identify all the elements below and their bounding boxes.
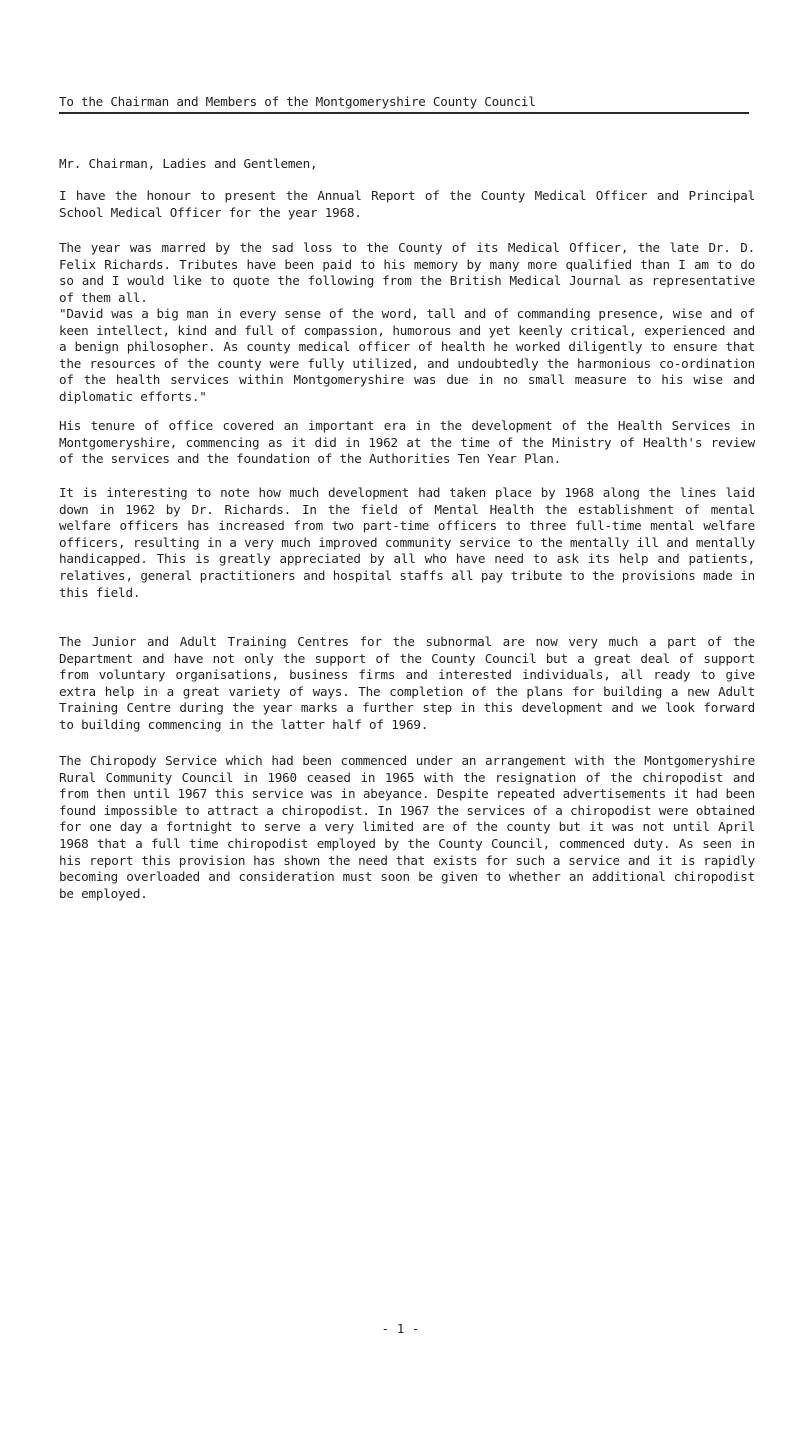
paragraph-tenure: His tenure of office covered an important era in the development of the Health Services in Montgomeryshire, commencing as it did in 1962 at the time of the Ministry of Health's review of the services and the foundation of the Authorities Ten Year Plan.: [59, 418, 755, 467]
paragraph-chiropody: The Chiropody Service which had been commenced under an arrangement with the Montgomeryshire Rural Community Council in 1960 ceased in 1965 with the resignation of the chiropodist and from then until 1967 this service was in abeyance. Despite repeated advertisements it had been found impossible to attract a chiropodist. In 1967 the services of a chiropodist were obtained for one day a fortnight to serve a very limited are of the county but it was not until April 1968 that a full time chiropodist employed by the County Council, commenced duty. As seen in his report this provision has shown the need that exists for such a service and it is rapidly becoming overloaded and consideration must soon be given to whether an additional chiropodist be employed.: [59, 753, 755, 901]
paragraph-training-centres: The Junior and Adult Training Centres for the subnormal are now very much a part of the Department and have not only the support of the County Council but a great deal of support from voluntary organisations, business firms and interested individuals, all ready to give extra help in a great variety of ways. The completion of the plans for building a new Adult Training Centre during the year marks a further step in this development and we look forward to building commencing in the latter half of 1969.: [59, 634, 755, 732]
paragraph-tribute: The year was marred by the sad loss to the County of its Medical Officer, the late Dr. D. Felix Richards. Tributes have been paid to his memory by many more qualified than I am to do so and I would like to quote the following from the British Medical Journal as representative of them all.: [59, 240, 755, 305]
paragraph-introduction: I have the honour to present the Annual Report of the County Medical Officer and Principal School Medical Officer for the year 1968.: [59, 188, 755, 220]
document-heading: To the Chairman and Members of the Montgomeryshire County Council: [59, 94, 536, 109]
page-number: - 1 -: [381, 1321, 420, 1336]
paragraph-mental-health: It is interesting to note how much development had taken place by 1968 along the lines laid down in 1962 by Dr. Richards. In the field of Mental Health the establishment of mental welfare officers has increased from two part-time officers to three full-time mental welfare officers, resulting in a very much improved community service to the mentally ill and mentally handicapped. This is greatly appreciated by all who have need to ask its help and patients, relatives, general practitioners and hospital staffs all pay tribute to the provisions made in this field.: [59, 485, 755, 600]
heading-underline: [59, 112, 749, 114]
paragraph-quote: "David was a big man in every sense of the word, tall and of commanding presence, wise and of keen intellect, kind and full of compassion, humorous and yet keenly critical, experienced and a benign philosopher. As county medical officer of health he worked diligently to ensure that the resources of the county were fully utilized, and undoubtedly the harmonious co-ordination of the health services within Montgomeryshire was due in no small measure to his wise and diplomatic efforts.": [59, 306, 755, 404]
salutation: Mr. Chairman, Ladies and Gentlemen,: [59, 156, 318, 171]
